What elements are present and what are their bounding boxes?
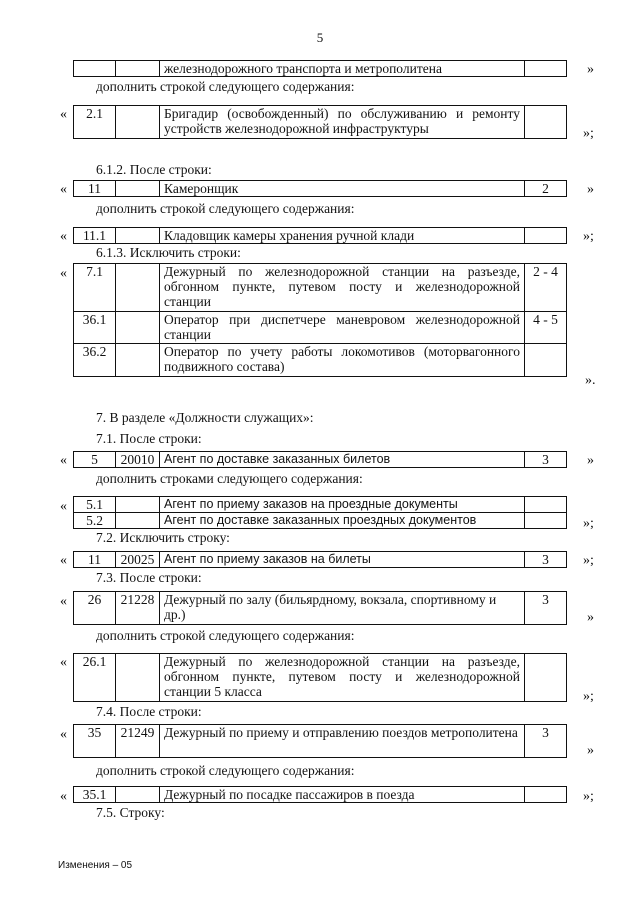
table-row [74, 106, 567, 139]
cell-code [116, 181, 160, 197]
table-row [74, 552, 567, 568]
cell-number [74, 61, 116, 77]
cell-title: Дежурный по железнодорожной станции на разъезде, обгонном пункте, путевом посту и железнодорожной станции 5 класса [160, 654, 525, 702]
cell-code [116, 497, 160, 513]
section-heading: 7.4. После строки: [96, 704, 202, 719]
cell-number: 5 [74, 452, 116, 468]
close-quote: » [587, 62, 594, 77]
cell-title: Агент по доставке заказанных проездных документов [160, 513, 525, 529]
cell-grade: 4 - 5 [525, 312, 567, 344]
cell-grade [525, 654, 567, 702]
cell-number: 7.1 [74, 264, 116, 312]
cell-title: Дежурный по железнодорожной станции на разъезде, обгонном пункте, путевом посту и железнодорожной станции [160, 264, 525, 312]
cell-number: 11 [74, 181, 116, 197]
close-quote: » [587, 610, 594, 625]
section-heading: 7.5. Строку: [96, 805, 165, 820]
table-row-r0 [73, 60, 567, 77]
close-quote: »; [583, 789, 594, 804]
open-quote: « [60, 182, 67, 197]
open-quote: « [60, 453, 67, 468]
open-quote: « [60, 107, 67, 122]
close-quote: »; [583, 553, 594, 568]
table-row-r5 [73, 451, 567, 468]
cell-title: Кладовщик камеры хранения ручной клади [160, 228, 525, 244]
open-quote: « [60, 499, 67, 514]
table-row [74, 497, 567, 513]
cell-code: 21249 [116, 725, 160, 758]
cell-title: Дежурный по посадке пассажиров в поезда [160, 787, 525, 803]
cell-code [116, 228, 160, 244]
table-row [74, 228, 567, 244]
table-row-r10 [73, 724, 567, 758]
section-heading: 7.1. После строки: [96, 431, 202, 446]
cell-code: 21228 [116, 592, 160, 625]
close-quote: ». [585, 373, 596, 388]
cell-number: 36.1 [74, 312, 116, 344]
cell-title: Агент по доставке заказанных билетов [160, 452, 525, 468]
table-row [74, 61, 567, 77]
table-row-r7 [73, 551, 567, 568]
cell-code: 20025 [116, 552, 160, 568]
footer-note: Изменения – 05 [58, 860, 133, 871]
open-quote: « [60, 266, 67, 281]
close-quote: »; [583, 516, 594, 531]
cell-number: 5.1 [74, 497, 116, 513]
instruction-text: дополнить строкой следующего содержания: [96, 79, 355, 94]
cell-code [116, 513, 160, 529]
cell-grade: 2 - 4 [525, 264, 567, 312]
cell-code [116, 312, 160, 344]
table-row [74, 654, 567, 702]
cell-number: 11 [74, 552, 116, 568]
cell-title: Агент по приему заказов на билеты [160, 552, 525, 568]
cell-grade: 3 [525, 592, 567, 625]
table-added-rows [73, 496, 567, 529]
section-heading: 6.1.3. Исключить строки: [96, 245, 241, 260]
open-quote: « [60, 229, 67, 244]
cell-grade [525, 344, 567, 377]
cell-number: 36.2 [74, 344, 116, 377]
cell-code [116, 344, 160, 377]
open-quote: « [60, 655, 67, 670]
section-heading: 7.2. Исключить строку: [96, 530, 230, 545]
cell-grade [525, 228, 567, 244]
close-quote: » [587, 743, 594, 758]
close-quote: »; [583, 229, 594, 244]
cell-title: Дежурный по приему и отправлению поездов метрополитена [160, 725, 525, 758]
cell-grade [525, 787, 567, 803]
table-row [74, 725, 567, 758]
instruction-text: дополнить строкой следующего содержания: [96, 628, 355, 643]
cell-title: Камеронщик [160, 181, 525, 197]
cell-grade: 3 [525, 725, 567, 758]
table-excluded-rows [73, 263, 567, 377]
cell-grade [525, 106, 567, 139]
cell-grade: 2 [525, 181, 567, 197]
table-row-r2 [73, 180, 567, 197]
close-quote: » [587, 182, 594, 197]
table-row-r1 [73, 105, 567, 139]
cell-title: Дежурный по залу (бильярдному, вокзала, спортивному и др.) [160, 592, 525, 625]
table-row [74, 592, 567, 625]
section-heading: 7.3. После строки: [96, 570, 202, 585]
table-row-r3 [73, 227, 567, 244]
open-quote: « [60, 727, 67, 742]
table-row [74, 787, 567, 803]
page-number: 5 [316, 30, 324, 45]
cell-code [116, 264, 160, 312]
cell-title: Бригадир (освобожденный) по обслуживанию и ремонту устройств железнодорожной инфраструктуры [160, 106, 525, 139]
instruction-text: дополнить строкой следующего содержания: [96, 763, 355, 778]
cell-number: 26 [74, 592, 116, 625]
table-row-r8 [73, 591, 567, 625]
cell-code [116, 61, 160, 77]
cell-grade: 3 [525, 552, 567, 568]
table-row [74, 264, 567, 312]
table-row [74, 513, 567, 529]
cell-code [116, 106, 160, 139]
cell-number: 35 [74, 725, 116, 758]
cell-number: 2.1 [74, 106, 116, 139]
table-row [74, 452, 567, 468]
close-quote: »; [583, 126, 594, 141]
cell-grade: 3 [525, 452, 567, 468]
close-quote: » [587, 453, 594, 468]
close-quote: »; [583, 689, 594, 704]
cell-grade [525, 497, 567, 513]
cell-title: железнодорожного транспорта и метрополитена [160, 61, 525, 77]
table-row-r11 [73, 786, 567, 803]
instruction-text: дополнить строкой следующего содержания: [96, 201, 355, 216]
section-heading: 7. В разделе «Должности служащих»: [96, 410, 314, 425]
table-row [74, 344, 567, 377]
section-heading: 6.1.2. После строки: [96, 162, 212, 177]
cell-number: 26.1 [74, 654, 116, 702]
open-quote: « [60, 553, 67, 568]
cell-grade [525, 61, 567, 77]
table-row [74, 312, 567, 344]
cell-title: Оператор при диспетчере маневровом железнодорожной станции [160, 312, 525, 344]
open-quote: « [60, 789, 67, 804]
cell-number: 5.2 [74, 513, 116, 529]
cell-code [116, 787, 160, 803]
cell-code [116, 654, 160, 702]
open-quote: « [60, 594, 67, 609]
cell-number: 11.1 [74, 228, 116, 244]
cell-title: Агент по приему заказов на проездные документы [160, 497, 525, 513]
instruction-text: дополнить строками следующего содержания: [96, 471, 363, 486]
cell-grade [525, 513, 567, 529]
cell-title: Оператор по учету работы локомотивов (моторвагонного подвижного состава) [160, 344, 525, 377]
cell-number: 35.1 [74, 787, 116, 803]
cell-code: 20010 [116, 452, 160, 468]
table-row-r9 [73, 653, 567, 702]
table-row [74, 181, 567, 197]
